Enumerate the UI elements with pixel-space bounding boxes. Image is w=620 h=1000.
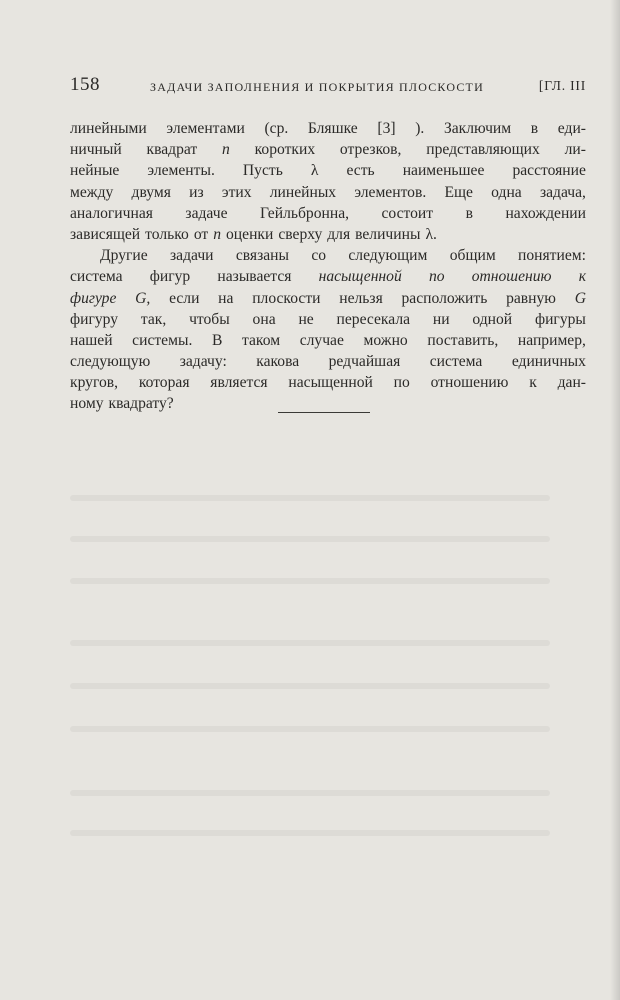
word: пересекала — [336, 310, 411, 328]
word: на — [218, 289, 234, 307]
word: квадрат — [146, 141, 198, 159]
word: оценки — [226, 225, 274, 243]
word: G, — [135, 289, 151, 307]
word: расстояние — [512, 162, 586, 180]
text-line — [70, 118, 586, 139]
word: фигур — [149, 268, 191, 286]
word: Заключим — [443, 120, 512, 137]
word: дан- — [557, 374, 586, 392]
word: Гейльбронна, — [259, 204, 350, 222]
word: квадрату? — [108, 395, 174, 413]
word: фигуре — [70, 289, 117, 307]
word: этих — [221, 183, 252, 201]
text-line — [70, 182, 586, 203]
word: по — [428, 268, 445, 286]
word: В — [211, 331, 223, 349]
word: насыщенной — [288, 374, 373, 392]
text-line — [70, 330, 586, 351]
word: (ср. — [264, 120, 289, 137]
word: в — [465, 204, 473, 222]
word: линейными — [70, 120, 147, 137]
word: ли- — [564, 141, 586, 159]
word: n — [222, 141, 230, 159]
word: λ. — [425, 225, 437, 243]
word: из — [189, 183, 204, 201]
word: одна — [491, 183, 522, 201]
word: элементов. — [354, 183, 427, 201]
text-line — [70, 309, 586, 330]
word: величины — [355, 225, 421, 243]
word: λ — [310, 162, 319, 180]
text-line — [70, 351, 586, 372]
word: так, — [140, 310, 167, 328]
word: поставить, — [427, 331, 499, 349]
word: задачу: — [179, 353, 227, 371]
word: можно — [363, 331, 408, 349]
word: если — [169, 289, 200, 307]
text-line — [70, 245, 586, 266]
word: следующим — [348, 247, 428, 265]
word: между — [70, 183, 114, 201]
text-line — [70, 160, 586, 181]
word: случае — [299, 331, 344, 349]
word: представляющих — [426, 141, 540, 159]
word: G — [574, 289, 586, 307]
word: система — [429, 353, 483, 371]
bleed-through-line — [70, 683, 550, 689]
word: Другие — [100, 247, 148, 265]
word: по — [393, 374, 410, 392]
word: Еще — [444, 183, 473, 201]
bleed-through-line — [70, 536, 550, 542]
word: для — [327, 225, 351, 243]
word: фигуры — [534, 310, 586, 328]
word: фигуру — [70, 310, 119, 328]
word: n — [213, 225, 222, 243]
bleed-through-line — [70, 790, 550, 796]
word: есть — [346, 162, 375, 180]
running-header — [70, 74, 586, 100]
word: общим — [449, 247, 496, 265]
word: линейных — [269, 183, 337, 201]
word: только — [145, 225, 189, 243]
word: задача, — [539, 183, 586, 201]
text-line — [70, 139, 586, 160]
word: состоит — [381, 204, 434, 222]
word: кругов, — [70, 374, 119, 392]
word: единичных — [511, 353, 586, 371]
word: ). — [415, 120, 425, 137]
bleed-through-line — [70, 495, 550, 501]
word: задаче — [185, 204, 228, 222]
word: отношению — [471, 268, 552, 286]
word: задачи — [170, 247, 214, 265]
word: элементами — [166, 120, 245, 137]
word: системы. — [132, 331, 193, 349]
word: элементы. — [147, 162, 215, 180]
word: ничный — [70, 141, 122, 159]
word: расположить — [401, 289, 488, 307]
word: нельзя — [339, 289, 383, 307]
word: она — [252, 310, 276, 328]
word: является — [210, 374, 268, 392]
word: [3] — [377, 120, 396, 137]
bleed-through-line — [70, 726, 550, 732]
word: равную — [506, 289, 556, 307]
word: от — [193, 225, 209, 243]
word: ни — [432, 310, 450, 328]
text-line — [70, 203, 586, 224]
word: не — [298, 310, 314, 328]
word: система — [70, 268, 123, 286]
word: аналогичная — [70, 204, 153, 222]
word: Пусть — [242, 162, 283, 180]
word: коротких — [254, 141, 316, 159]
word: таком — [242, 331, 281, 349]
body-text — [70, 118, 586, 415]
word: зависящей — [70, 225, 141, 243]
bleed-through-line — [70, 640, 550, 646]
word: ному — [70, 395, 104, 413]
word: наименьшее — [402, 162, 485, 180]
word: следующую — [70, 353, 151, 371]
bleed-through-line — [70, 578, 550, 584]
word: в — [530, 120, 539, 137]
word: сверху — [278, 225, 323, 243]
word: связаны — [235, 247, 289, 265]
word: которая — [138, 374, 190, 392]
page-edge-shadow — [610, 0, 620, 1000]
running-title: ЗАДАЧИ ЗАПОЛНЕНИЯ И ПОКРЫТИЯ ПЛОСКОСТИ — [150, 80, 484, 94]
word: со — [311, 247, 327, 265]
word: одной — [472, 310, 513, 328]
word: плоскости — [252, 289, 321, 307]
word: нахождении — [505, 204, 586, 222]
text-line — [70, 288, 586, 309]
word: чтобы — [189, 310, 230, 328]
chapter-mark: [ГЛ. III — [538, 78, 586, 93]
word: к — [578, 268, 586, 286]
word: отношению — [430, 374, 509, 392]
word: Бляшке — [307, 120, 358, 137]
word: какова — [256, 353, 300, 371]
bleed-through-line — [70, 830, 550, 836]
text-line — [70, 372, 586, 393]
word: отрезков, — [339, 141, 402, 159]
page-number: 158 — [70, 74, 100, 95]
word: еди- — [557, 120, 586, 137]
word: например, — [517, 331, 586, 349]
word: двумя — [131, 183, 171, 201]
word: редчайшая — [328, 353, 401, 371]
word: называется — [217, 268, 292, 286]
section-divider — [278, 412, 370, 413]
word: насыщенной — [318, 268, 402, 286]
word: нейные — [70, 162, 120, 180]
word: к — [529, 374, 537, 392]
word: нашей — [70, 331, 113, 349]
text-line — [70, 266, 586, 287]
text-line — [70, 224, 586, 245]
word: понятием: — [518, 247, 586, 265]
